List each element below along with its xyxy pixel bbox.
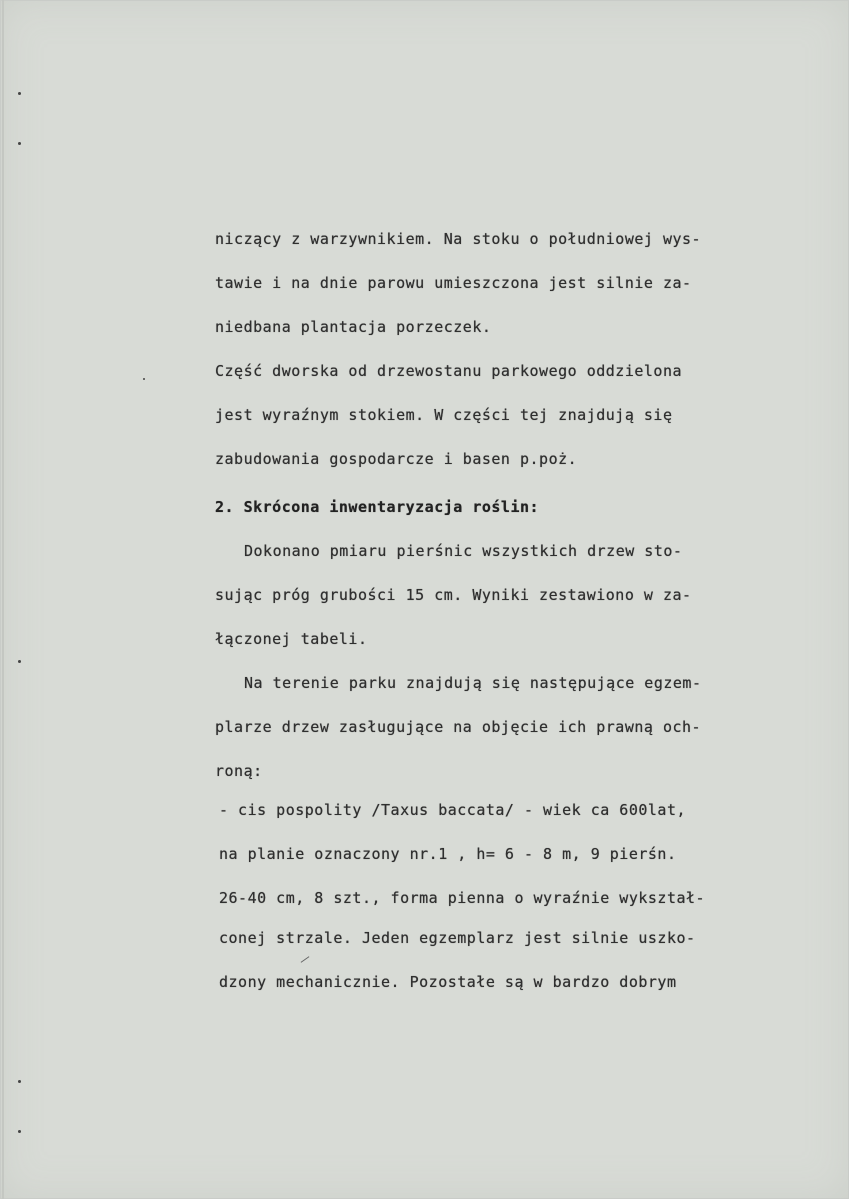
text-line: plarze drzew zasługujące na objęcie ich prawną och- <box>215 718 702 736</box>
text-line: Dokonano pmiaru pierśnic wszystkich drzew sto- <box>244 542 683 560</box>
text-line: Część dworska od drzewostanu parkowego oddzielona <box>215 362 683 380</box>
text-line: sując próg grubości 15 cm. Wyniki zestawiono w za- <box>215 586 692 604</box>
section-heading: 2. Skrócona inwentaryzacja roślin: <box>215 498 540 516</box>
text-line: dzony mechanicznie. Pozostałe są w bardzo dobrym <box>219 973 677 991</box>
text-line: niczący z warzywnikiem. Na stoku o południowej wys- <box>215 230 702 248</box>
text-line: łączonej tabeli. <box>215 630 368 648</box>
text-line: niedbana plantacja porzeczek. <box>215 318 492 336</box>
text-line: jest wyraźnym stokiem. W części tej znajdują się <box>215 406 673 424</box>
text-line: Na terenie parku znajdują się następujące egzem- <box>244 674 702 692</box>
text-line: 26-40 cm, 8 szt., forma pienna o wyraźnie wykształ- <box>219 889 706 907</box>
text-line: conej strzale. Jeden egzemplarz jest silnie uszko- <box>219 929 696 947</box>
text-line: roną: <box>215 762 263 780</box>
text-line: zabudowania gospodarcze i basen p.poż. <box>215 450 578 468</box>
text-line: tawie i na dnie parowu umieszczona jest silnie za- <box>215 274 692 292</box>
text-line: na planie oznaczony nr.1 , h= 6 - 8 m, 9 pierśn. <box>219 845 677 863</box>
text-line: - cis pospolity /Taxus baccata/ - wiek ca 600lat, <box>219 801 687 819</box>
